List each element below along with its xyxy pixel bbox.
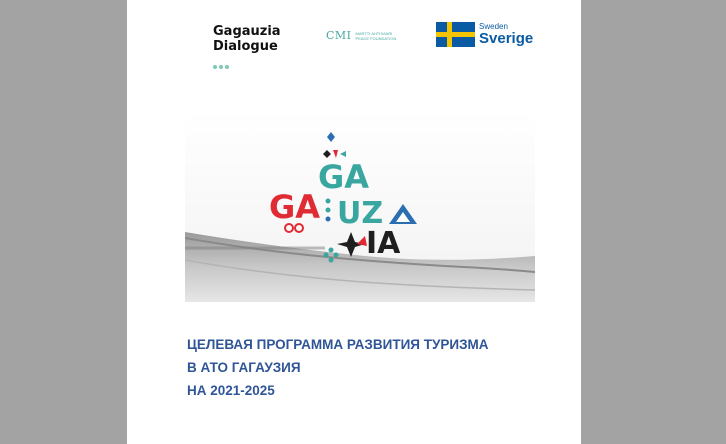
document-title	[187, 333, 577, 402]
sweden-label: Sweden	[479, 22, 508, 31]
title-line-3: НА 2021-2025	[187, 383, 275, 398]
logo-ga-top: GA	[318, 158, 370, 196]
gagauzia-dialogue-line2: Dialogue	[213, 39, 278, 54]
logo-dots	[213, 56, 281, 60]
cmi-subtitle: MARTTI AHTISAARI PEACE FOUNDATION	[355, 30, 397, 41]
document-page	[127, 0, 581, 444]
sweden-logo	[436, 22, 533, 47]
gagauzia-dialogue-logo	[213, 24, 281, 60]
swedish-flag-icon	[436, 22, 475, 47]
title-line-1: ЦЕЛЕВАЯ ПРОГРАММА РАЗВИТИЯ ТУРИЗМА	[187, 337, 489, 352]
cmi-logo	[326, 29, 404, 42]
logo-ia: IA	[366, 226, 401, 261]
title-line-2: В АТО ГАГАУЗИЯ	[187, 360, 301, 375]
sverige-label: Sverige	[479, 30, 534, 47]
logo-ga-left: GA	[269, 188, 321, 226]
cmi-mark: CMI	[326, 29, 352, 42]
cover-illustration	[185, 110, 535, 302]
gagauzia-dialogue-line1: Gagauzia	[213, 24, 281, 39]
logo-uz: UZ	[337, 196, 384, 231]
